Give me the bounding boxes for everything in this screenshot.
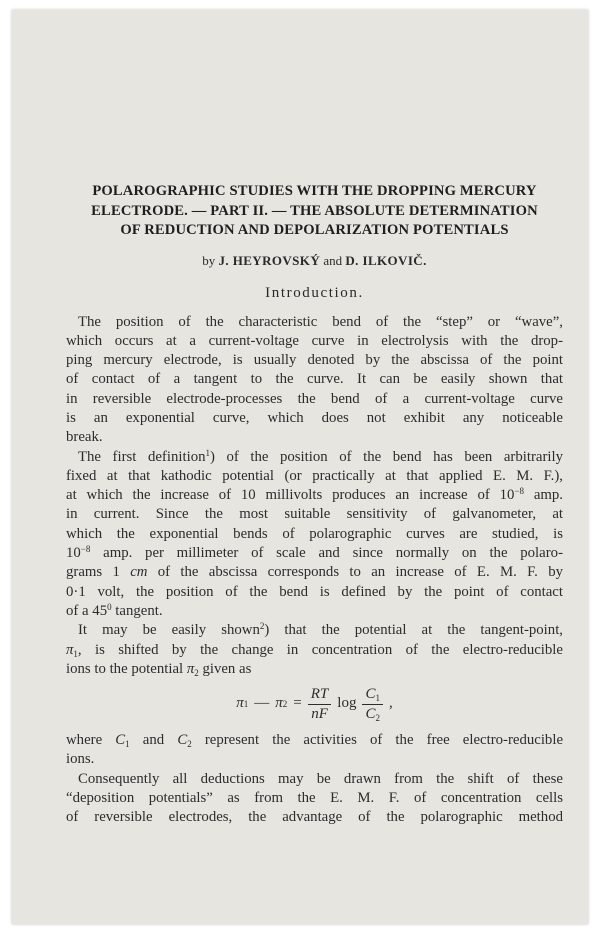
- text-line: where $C_1$ and $C_2$ represent the activities of the free electro-reducible: [66, 732, 564, 750]
- text-line: at which the increase of 10 millivolts produces an increase of $10^{-8}$ amp.: [66, 486, 563, 504]
- text-line: fixed at that kathodic potential (or practically at that applied E. M. F.),: [66, 467, 563, 484]
- text-line: Consequently all deductions may be drawn from the shift of these: [78, 770, 563, 787]
- text-line: 0·1 volt, the position of the bend is defined by the point of contact: [66, 583, 563, 600]
- text-line: which the exponential bends of polarographic curves are studied, is: [66, 525, 563, 542]
- author-name: J. HEYROVSKÝ: [218, 252, 321, 268]
- text-line: The position of the characteristic bend of the “step” or “wave”,: [78, 313, 563, 330]
- fraction-rt-nf: $\frac{RT}{nF}$: [308, 686, 332, 723]
- footnote-ref: 1: [205, 447, 210, 458]
- text-line: in current. Since the most suitable sensitivity of galvanometer, at: [66, 506, 563, 523]
- text-line: break.: [66, 429, 103, 446]
- text-line: in reversible electrode-processes the bend of a current-voltage curve: [66, 390, 563, 407]
- text-line: ping mercury electrode, is usually denoted by the abscissa of the point: [66, 352, 563, 369]
- text-line: which occurs at a current-voltage curve in electrolysis with the drop-: [66, 332, 563, 349]
- section-heading: Introduction.: [265, 284, 364, 301]
- text-line: $\pi_1$, is shifted by the change in concentration of the electro-reducible: [66, 641, 563, 659]
- text-line: grams 1 cm of the abscissa corresponds to an increase of E. M. F. by: [66, 564, 563, 581]
- title-line: POLAROGRAPHIC STUDIES WITH THE DROPPING MERCURY: [92, 183, 537, 199]
- body-text: [66, 313, 563, 828]
- text-line: ions.: [66, 751, 95, 768]
- paragraph: [66, 770, 563, 828]
- paragraph: [66, 731, 563, 770]
- text-line: The first definition$^1$) of the position of the bend has been arbitrarily: [78, 447, 563, 465]
- text-line: “deposition potentials” as from the E. M. F. of concentration cells: [66, 790, 563, 807]
- text-line: is an exponential curve, which does not exhibit any noticeable: [66, 409, 563, 426]
- title-line: OF REDUCTION AND DEPOLARIZATION POTENTIALS: [120, 222, 509, 238]
- article: [66, 182, 563, 828]
- text-line: of reversible electrodes, the advantage of the polarographic method: [66, 809, 563, 826]
- author-name: D. ILKOVIČ.: [345, 252, 427, 268]
- page-sheet: [12, 10, 588, 924]
- equation: π 1 — π 2 = $\frac{RT}{nF}$ log $\frac{C_1}{C_2}$ ,: [236, 685, 393, 723]
- byline-and: and: [323, 252, 343, 268]
- text-line: of a $45^0$ tangent.: [66, 601, 163, 619]
- article-title: [66, 182, 563, 241]
- byline-by: by: [202, 252, 216, 268]
- paragraph: [66, 621, 563, 679]
- title-line: ELECTRODE. — PART II. — THE ABSOLUTE DETERMINATION: [91, 202, 538, 219]
- paragraph: [66, 313, 563, 448]
- text-line: of contact of a tangent to the curve. It can be easily shown that: [66, 371, 563, 388]
- fraction-c1-c2: $\frac{C_1}{C_2}$: [362, 686, 383, 723]
- text-line: It may be easily shown$^2$) that the potential at the tangent-point,: [78, 621, 564, 639]
- paragraph: [66, 448, 563, 622]
- author-byline: [66, 253, 563, 269]
- footnote-ref: 2: [259, 621, 265, 632]
- text-line: ions to the potential $\pi_2$ given as: [66, 660, 252, 678]
- text-line: $10^{-8}$ amp. per millimeter of scale and since normally on the polaro-: [66, 544, 563, 562]
